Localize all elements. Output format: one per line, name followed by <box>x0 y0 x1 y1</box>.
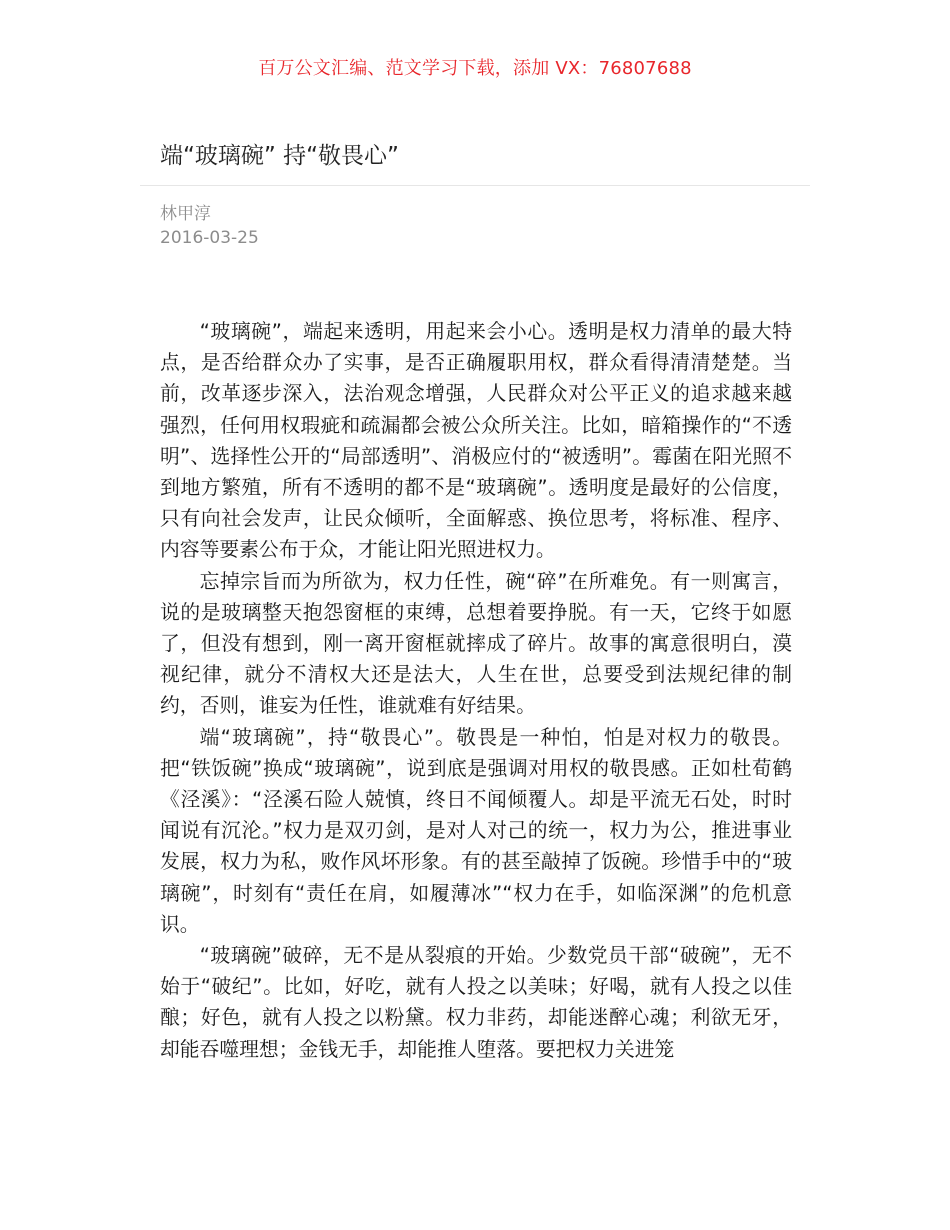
article-paragraph: “玻璃碗”，端起来透明，用起来会小心。透明是权力清单的最大特点，是否给群众办了实事，是否正确履职用权，群众看得清清楚楚。当前，改革逐步深入，法治观念增强，人民群众对公平正义的追求越来越强烈，任何用权瑕疵和疏漏都会被公众所关注。比如，暗箱操作的“不透明”、选择性公开的“局部透明”、消极应付的“被透明”。霉菌在阳光照不到地方繁殖，所有不透明的都不是“玻璃碗”。透明度是最好的公信度，只有向社会发声，让民众倾听，全面解惑、换位思考，将标准、程序、内容等要素公布于众，才能让阳光照进权力。 <box>160 320 792 562</box>
title-divider <box>140 185 810 186</box>
article-date: 2016-03-25 <box>160 228 259 248</box>
article-author: 林甲淳 <box>160 204 211 224</box>
article-paragraph: “玻璃碗”破碎，无不是从裂痕的开始。少数党员干部“破碗”，无不始于“破纪”。比如，好吃，就有人投之以美味；好喝，就有人投之以佳酿；好色，就有人投之以粉黛。权力非药，却能迷醉心魂；利欲无牙，却能吞噬理想；金钱无手，却能推人堕落。要把权力关进笼 <box>160 944 792 1061</box>
article-paragraph: 端“玻璃碗”，持“敬畏心”。敬畏是一种怕，怕是对权力的敬畏。把“铁饭碗”换成“玻璃碗”，说到底是强调对用权的敬畏感。正如杜荀鹤《泾溪》：“泾溪石险人兢慎，终日不闻倾覆人。却是平流无石处，时时闻说有沉沦。”权力是双刃剑，是对人对己的统一，权力为公，推进事业发展，权力为私，败作风坏形象。有的甚至敲掉了饭碗。珍惜手中的“玻璃碗”，时刻有“责任在肩，如履薄冰”“权力在手，如临深渊”的危机意识。 <box>160 725 792 936</box>
promo-banner: 百万公文汇编、范文学习下载，添加 VX：76807688 <box>258 58 692 79</box>
article-paragraph: 忘掉宗旨而为所欲为，权力任性，碗“碎”在所难免。有一则寓言，说的是玻璃整天抱怨窗框的束缚，总想着要挣脱。有一天，它终于如愿了，但没有想到，刚一离开窗框就摔成了碎片。故事的寓意很明白，漠视纪律，就分不清权大还是法大，人生在世，总要受到法规纪律的制约，否则，谁妄为任性，谁就难有好结果。 <box>160 569 792 718</box>
article-title: 端“玻璃碗” 持“敬畏心” <box>160 143 399 169</box>
article-body <box>160 316 792 1065</box>
